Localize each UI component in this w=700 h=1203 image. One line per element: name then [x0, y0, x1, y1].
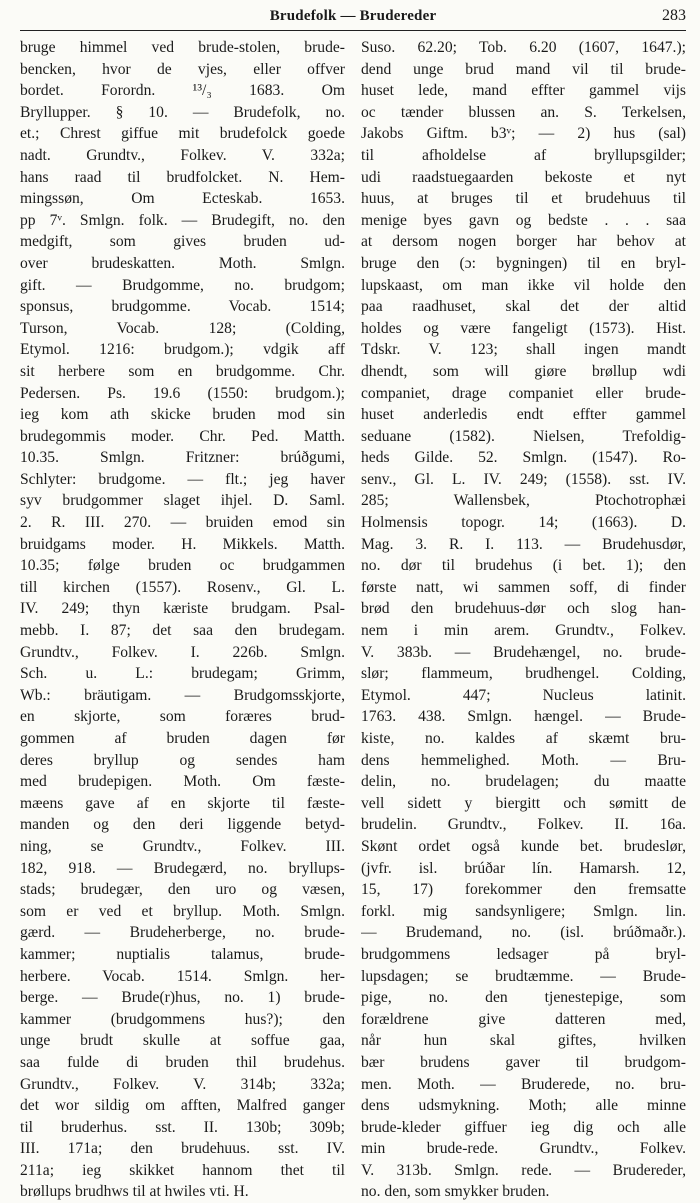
text-line: ning, se Grundtv., Folkev. III. [20, 837, 345, 855]
text-line: brudegommis moder. Chr. Ped. Matth. [20, 427, 345, 445]
text-line: til afholdelse af bryllupsgilder; [361, 146, 686, 164]
text-line: (jvfr. isl. brúðar lín. Hamarsh. 12, [361, 859, 686, 877]
text-line: deres bryllup og sendes ham [20, 751, 345, 769]
text-line: kiste, no. kaldes af skæmt bru- [361, 730, 686, 747]
text-line: heds Gilde. 52. Smlgn. (1547). Ro- [361, 449, 686, 467]
text-line: første natt, wi sammen soff, di finder [361, 578, 686, 596]
text-line: brød den brudehuus-dør och slog han- [361, 600, 686, 618]
text-line: over brudeskatten. Moth. Smlgn. [20, 254, 345, 272]
page-number: 283 [662, 7, 686, 24]
text-line: berge. — Brude(r)hus, no. 1) brude- [20, 989, 345, 1007]
text-line: dens udsmykning. Moth; alle minne [361, 1097, 686, 1115]
text-line: brude-kleder giffuer ieg dig och alle [361, 1118, 686, 1136]
text-line: dend unge brud mand vil til brude- [361, 60, 686, 78]
text-line: syv brudgommer slaget ihjel. D. Saml. [20, 492, 345, 510]
text-line: 10.35. Smlgn. Fritzner: brúðgumi, [20, 449, 345, 467]
text-line: till kirchen (1557). Rosenv., Gl. L. [20, 578, 345, 596]
text-line: en skjorte, som foræres brud- [20, 708, 345, 726]
text-line: Etymol. 447; Nucleus latinit. [361, 686, 686, 704]
text-line: bruidgams moder. H. Mikkels. Matth. [20, 535, 345, 553]
text-line: paa raadhuset, skal det der altid [361, 298, 686, 316]
text-line: delin, no. brudelagen; du maatte [361, 773, 686, 791]
text-line: 182, 918. — Brudegærd, no. bryllups- [20, 859, 345, 877]
text-line: huset anderledis endt effter gammel [361, 406, 686, 424]
text-line: 2. R. III. 270. — bruiden emod sin [20, 514, 345, 532]
text-line: bær brudens gaver til brudgom- [361, 1053, 686, 1071]
text-line: brudgommens ledsager på bryl- [361, 945, 686, 963]
text-line: Pedersen. Ps. 19.6 (1550: brudgom.); [20, 384, 345, 402]
text-line: men. Moth. — Bruderede, no. bru- [361, 1075, 686, 1093]
text-line: brudelin. Grundtv., Folkev. II. 16a. [361, 816, 686, 834]
text-line: Sch. u. L.: brudegam; Grimm, [20, 665, 345, 683]
text-line: medgift, som gives bruden ud- [20, 233, 345, 251]
text-line: no. den, som smykker bruden. [361, 1183, 550, 1201]
text-line: III. 171a; den brudehuus. sst. IV. [20, 1140, 345, 1158]
text-line: Grundtv., Folkev. I. 226b. Smlgn. [20, 643, 345, 661]
text-line: sponsus, brudgomme. Vocab. 1514; [20, 298, 345, 316]
text-line: forkl. mig sandsynligere; Smlgn. lin. [361, 902, 686, 920]
text-line: pp 7ᵛ. Smlgn. folk. — Brudegift, no. den [20, 211, 345, 229]
text-line: no. dør til brudehus (i bet. 1); den [361, 557, 686, 575]
text-line: sit herbere som en brudgomme. Chr. [20, 362, 345, 380]
text-line: Grundtv., Folkev. V. 314b; 332a; [20, 1075, 345, 1093]
text-line: — Brudemand, no. (isl. brúðmaðr.). [361, 924, 686, 942]
text-line: kammer (brudgommens hus?); den [20, 1010, 345, 1028]
text-line: til bruderhus. sst. II. 130b; 309b; [20, 1118, 345, 1136]
text-line: nadt. Grundtv., Folkev. V. 332a; [20, 146, 345, 164]
text-line: huus, at bruges til et brudehuus til [361, 190, 686, 208]
text-line: menige byes gavn og bedste . . . saa [361, 211, 686, 229]
text-line: Tdskr. V. 123; shall ingen mandt [361, 341, 686, 359]
page-header [20, 6, 686, 31]
text-line: companiet, drage companiet eller brude- [361, 384, 686, 402]
right-column [361, 37, 686, 1203]
text-line: hans raad til brudfolcket. N. Hem- [20, 168, 345, 186]
text-line: 285; Wallensbek, Ptochotrophæi [361, 492, 686, 510]
text-line: kammer; nuptialis talamus, brude- [20, 945, 345, 963]
text-line: manden og den deri liggende betyd- [20, 816, 345, 834]
text-line: pige, no. den tjenestepige, som [361, 989, 686, 1007]
text-line: V. 383b. — Brudehængel, no. brude- [361, 643, 686, 661]
text-line: dens hemmelighed. Moth. — Bru- [361, 751, 686, 769]
text-line: 1763. 438. Smlgn. hængel. — Brude- [361, 708, 686, 726]
text-line: gommen af bruden dagen før [20, 730, 345, 747]
text-line: med brudepigen. Moth. Om fæste- [20, 773, 345, 791]
text-line: gærd. — Brudeherberge, no. brude- [20, 924, 345, 942]
text-line: nem i min arem. Grundtv., Folkev. [361, 622, 686, 640]
text-line: seduane (1582). Nielsen, Trefoldig- [361, 427, 686, 445]
text-line: når hun skal giftes, hvilken [361, 1032, 686, 1050]
text-line: unge brudt skulle at soffue gaa, [20, 1032, 345, 1050]
text-line: ieg kom ath skicke bruden mod sin [20, 406, 345, 424]
text-line: bruge himmel ved brude-stolen, brude- [20, 39, 345, 56]
text-line: bencken, hvor de vjes, eller offver [20, 60, 345, 78]
text-line: lupskaast, om man ikke vil holde den [361, 276, 686, 294]
text-line: udi raadstuegaarden bekoste et nyt [361, 168, 686, 186]
text-line: Mag. 3. R. I. 113. — Brudehusdør, [361, 535, 686, 553]
text-line: mingssøn, Om Ecteskab. 1653. [20, 190, 345, 208]
text-line: Schlyter: brudgome. — flt.; jeg haver [20, 470, 345, 488]
text-line: lupsdagen; se brudtæmme. — Brude- [361, 967, 686, 985]
text-line: dhendt, som will giøre brøllup wdi [361, 362, 686, 380]
text-line: vell sidett y biergitt och sømitt de [361, 794, 686, 812]
running-head: Brudefolk — Brudereder [269, 8, 437, 24]
text-line: 10.35; følge bruden oc brudgammen [20, 557, 345, 575]
text-line: herbere. Vocab. 1514. Smlgn. her- [20, 967, 345, 985]
text-line: bruge den (ɔ: bygningen) til en bryl- [361, 254, 686, 272]
left-column [20, 37, 345, 1203]
text-line: holdes og være fangeligt (1573). Hist. [361, 319, 686, 337]
text-line: et.; Chrest giffue mit brudefolck goede [20, 125, 345, 143]
text-line: oc tænder blussen an. S. Terkelsen, [361, 103, 686, 121]
text-line: senv., Gl. L. IV. 249; (1558). sst. IV. [361, 470, 686, 488]
text-line: gift. — Brudgomme, no. brudgom; [20, 276, 345, 294]
text-line: mæens gave af en skjorte til fæste- [20, 794, 345, 812]
text-line: stads; brudegær, den uro og væsen, [20, 881, 345, 899]
text-line: 15, 17) forekommer den fremsatte [361, 881, 686, 899]
text-line: V. 313b. Smlgn. rede. — Brudereder, [361, 1161, 686, 1179]
text-line: Holmensis topogr. 14; (1663). D. [361, 514, 686, 532]
text-line: min brude-rede. Grundtv., Folkev. [361, 1140, 686, 1158]
text-line: saa fulde di bruden thil brudehus. [20, 1053, 345, 1071]
text-line: Turson, Vocab. 128; (Colding, [20, 319, 345, 337]
text-line: Skønt ordet også kunde bet. brudeslør, [361, 837, 686, 855]
text-line: som er ved et bryllup. Moth. Smlgn. [20, 902, 345, 920]
text-line: brøllups brudhws til at hwiles vti. H. [20, 1183, 249, 1201]
text-line: Wb.: bräutigam. — Brudgomsskjorte, [20, 686, 345, 704]
text-line: at dersom nogen borger har behov at [361, 233, 686, 251]
text-line: mebb. I. 87; det saa den brudegam. [20, 622, 345, 640]
text-line: Etymol. 1216: brudgom.); vdgik aff [20, 341, 345, 359]
text-line: Bryllupper. § 10. — Brudefolk, no. [20, 103, 345, 121]
text-line: Suso. 62.20; Tob. 6.20 (1607, 1647.); [361, 39, 686, 56]
text-line: det wor sildig om afften, Malfred ganger [20, 1097, 345, 1115]
text-line: IV. 249; thyn kæriste brudgam. Psal- [20, 600, 345, 618]
text-line: 211a; ieg skikket hannom thet til [20, 1161, 345, 1179]
text-line: slør; flammeum, brudhengel. Colding, [361, 665, 686, 683]
text-columns [20, 37, 686, 1203]
text-line: bordet. Forordn. ¹³/₃ 1683. Om [20, 82, 345, 100]
text-line: forældrene give datteren med, [361, 1010, 686, 1028]
text-line: huset lede, mand effter gammel vijs [361, 82, 686, 100]
text-line: Jakobs Giftm. b3ᵛ; — 2) hus (sal) [361, 125, 686, 143]
